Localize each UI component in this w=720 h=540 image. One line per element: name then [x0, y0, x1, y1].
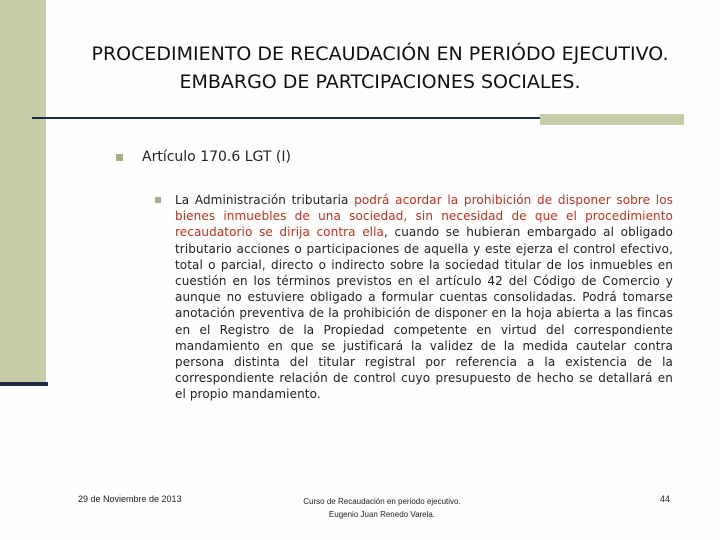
- footer-course-line2: Eugenio Juan Renedo Varela.: [328, 510, 436, 519]
- body-text-part2: , cuando se hubieran embargado al obligado tributario acciones o participaciones de aquella y este ejerza el control efectivo, total o parcial, directo o indirecto sobre la sociedad titular de los inmuebles en cuestión en los términos previstos en el artículo 42 del Código de Comercio y aunque no estuviere obligado a formular cuentas consolidadas. Podrá tomarse anotación preventiva de la prohibición de disponer en la hoja abierta a las fincas en el Registro de la Propiedad competente en virtud del correspondiente mandamiento en que se justificará la validez de la medida cautelar contra persona distinta del titular registral por referencia a la existencia de la correspondiente relación de control cuyo presupuesto de hecho se detallará en el propio mandamiento.: [175, 225, 673, 402]
- footer-date: 29 de Noviembre de 2013: [78, 494, 182, 504]
- body-paragraph: [175, 192, 673, 403]
- footer-course-line1: Curso de Recaudación en periodo ejecutivo.: [303, 497, 461, 506]
- page-number: 44: [660, 494, 671, 504]
- title-divider: [32, 117, 540, 119]
- title-line-1: PROCEDIMIENTO DE RECAUDACIÓN EN PERIÓDO EJECUTIVO.: [91, 43, 669, 65]
- footer-course: [252, 495, 512, 521]
- title-line-2: EMBARGO DE PARTCIPACIONES SOCIALES.: [179, 71, 581, 93]
- title-divider-accent: [540, 114, 684, 125]
- bullet-level2-icon: [155, 197, 161, 203]
- body-text-highlight: podrá acordar la prohibición de disponer sobre los bienes inmuebles de una sociedad, sin necesidad de que el procedimiento recaudatorio se dirija contra ella: [175, 193, 673, 240]
- body-text-part1: La Administración tributaria: [175, 193, 355, 207]
- bullet-level1-icon: [116, 154, 123, 161]
- left-band-divider: [0, 382, 48, 386]
- left-accent-band: [0, 0, 46, 384]
- slide-title: [60, 40, 700, 96]
- bullet-level1-text: Artículo 170.6 LGT (I): [142, 149, 291, 165]
